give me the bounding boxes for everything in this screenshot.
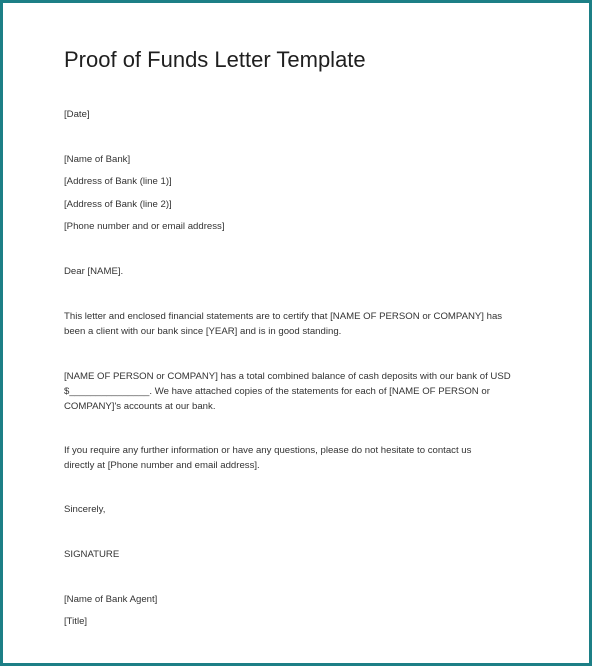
paragraph-certification bbox=[64, 309, 534, 339]
signature-line: SIGNATURE bbox=[64, 549, 120, 560]
bank-contact-line: [Phone number and or email address] bbox=[64, 221, 225, 232]
agent-title-line: [Title] bbox=[64, 616, 88, 627]
document-title: Proof of Funds Letter Template bbox=[64, 47, 366, 72]
date-line: [Date] bbox=[64, 109, 90, 120]
paragraph-line: COMPANY]'s accounts at our bank. bbox=[64, 401, 216, 412]
paragraph-line: This letter and enclosed financial statements are to certify that [NAME OF PERSON or COMPANY] has bbox=[64, 311, 503, 322]
paragraph-contact bbox=[64, 443, 534, 473]
bank-name-line: [Name of Bank] bbox=[64, 154, 131, 165]
closing: Sincerely, bbox=[64, 504, 106, 515]
salutation: Dear [NAME]. bbox=[64, 266, 124, 277]
bank-address-line-2: [Address of Bank (line 2)] bbox=[64, 199, 172, 210]
paragraph-line: $_______________. We have attached copies of the statements for each of [NAME OF PERSON or bbox=[64, 386, 490, 397]
paragraph-line: [NAME OF PERSON or COMPANY] has a total combined balance of cash deposits with our bank of USD bbox=[64, 371, 511, 382]
paragraph-line: been a client with our bank since [YEAR] and is in good standing. bbox=[64, 326, 342, 337]
agent-name-line: [Name of Bank Agent] bbox=[64, 594, 158, 605]
paragraph-balance bbox=[64, 369, 534, 414]
paragraph-line: directly at [Phone number and email address]. bbox=[64, 460, 260, 471]
paragraph-line: If you require any further information or have any questions, please do not hesitate to contact us bbox=[64, 445, 472, 456]
bank-address-line-1: [Address of Bank (line 1)] bbox=[64, 176, 172, 187]
